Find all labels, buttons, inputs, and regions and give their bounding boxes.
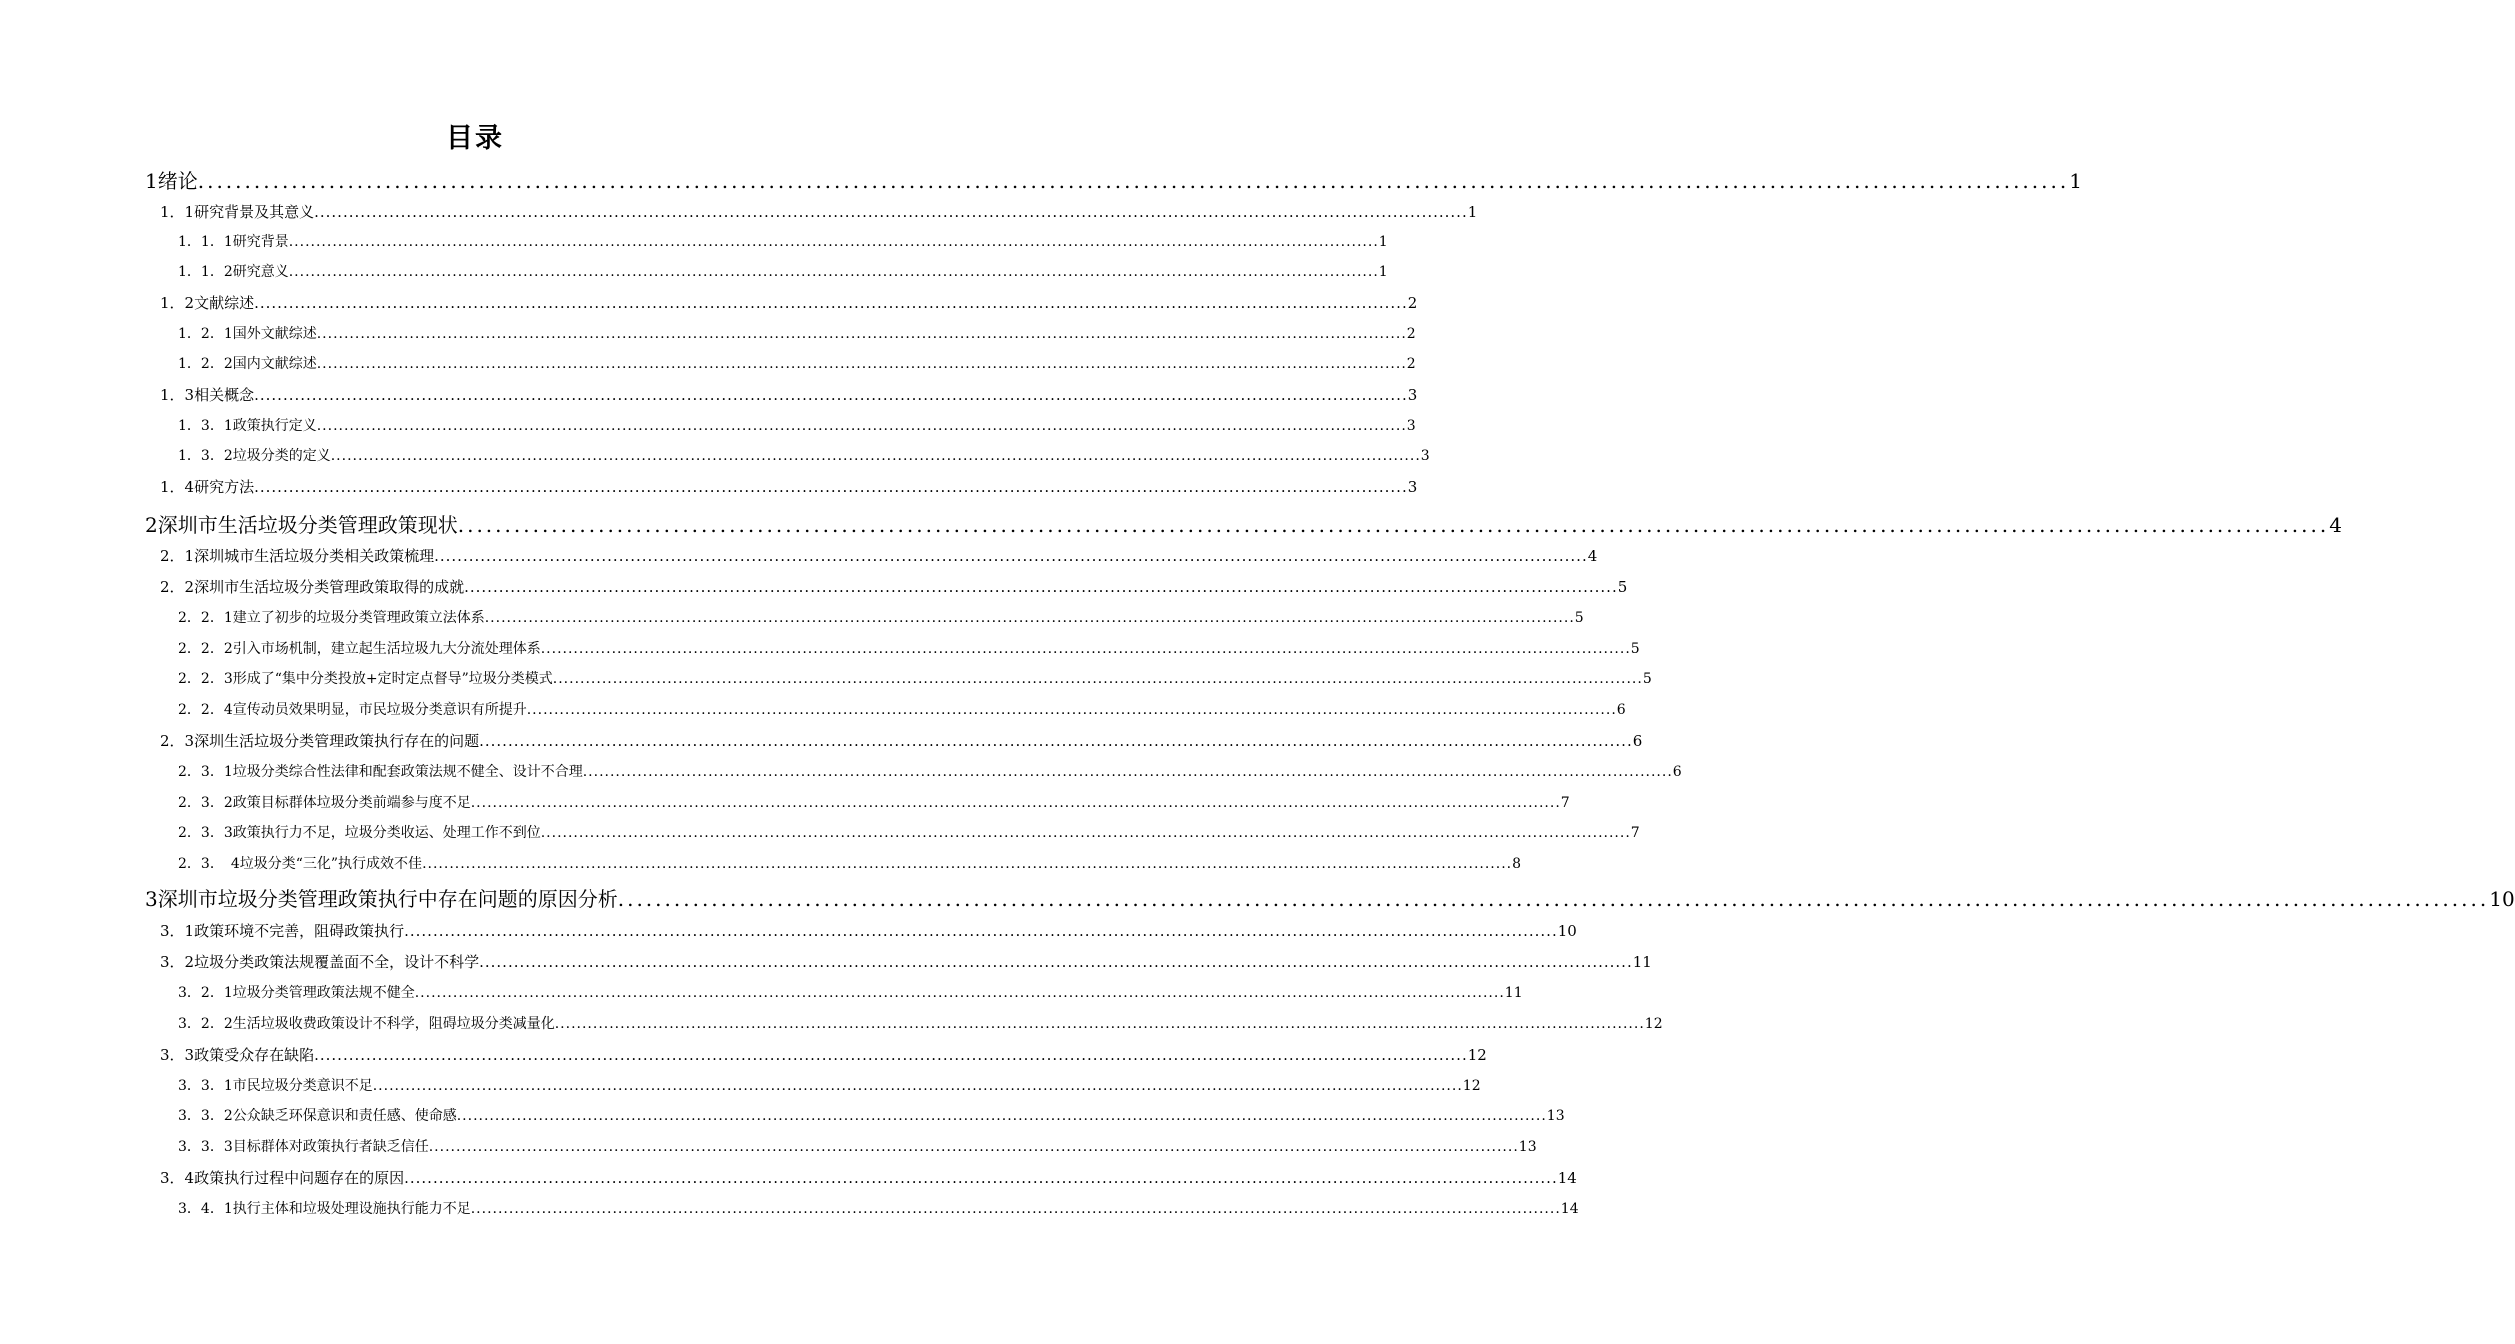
- toc-entry-title: 深圳市垃圾分类管理政策执行中存在问题的原因分析: [157, 887, 618, 911]
- toc-entry-page: 4: [1587, 547, 1598, 565]
- toc-entry[interactable]: [178, 637, 1640, 661]
- toc-entry[interactable]: [178, 698, 1626, 722]
- toc-dot-leader: ........................................................................................................................................................................................................: [484, 610, 1575, 626]
- toc-entry-page: 6: [1616, 702, 1626, 718]
- toc-dot-leader: ........................................................................................................................................................................................................: [554, 1016, 1645, 1032]
- toc-dot-leader: ........................................................................................................................................................................................................: [470, 1201, 1561, 1217]
- toc-dot-leader: ........................................................................................................................................................................................................: [552, 671, 1643, 687]
- toc-entry-number: 1．1: [160, 203, 195, 221]
- toc-entry-title: 政策执行力不足，垃圾分类收运、处理工作不到位: [232, 825, 541, 841]
- toc-entry-number: 1．3: [160, 386, 195, 404]
- toc-dot-leader: ........................................................................................................................................................................................................: [197, 169, 2070, 193]
- toc-entry[interactable]: [160, 919, 1577, 943]
- toc-entry-title: 相关概念: [194, 386, 255, 404]
- toc-entry-title: 文献综述: [194, 294, 255, 312]
- toc-entry[interactable]: [178, 1135, 1537, 1159]
- toc-entry-page: 6: [1672, 764, 1682, 780]
- toc-entry-title: 建立了初步的垃圾分类管理政策立法体系: [232, 610, 485, 626]
- toc-entry-number: 3．3: [160, 1046, 195, 1064]
- toc-entry-page: 6: [1632, 732, 1643, 750]
- toc-dot-leader: ........................................................................................................................................................................................................: [422, 856, 1513, 872]
- toc-entry[interactable]: [178, 852, 1522, 876]
- toc-entry-title: 政策环境不完善，阻碍政策执行: [194, 922, 405, 940]
- toc-entry-number: 2．2．1: [178, 610, 233, 626]
- toc-entry-number: 2．2．3: [178, 671, 233, 687]
- toc-entry-page: 2: [1406, 356, 1416, 372]
- toc-entry-page: 7: [1560, 795, 1570, 811]
- toc-entry[interactable]: [178, 760, 1682, 784]
- toc-dot-leader: ........................................................................................................................................................................................................: [434, 547, 1588, 565]
- toc-entry[interactable]: [178, 322, 1416, 346]
- toc-entry[interactable]: [160, 383, 1418, 407]
- toc-entry-number: 3．4．1: [178, 1201, 233, 1217]
- toc-dot-leader: ........................................................................................................................................................................................................: [526, 702, 1617, 718]
- toc-dot-leader: ........................................................................................................................................................................................................: [316, 326, 1407, 342]
- toc-entry-number: 1: [145, 169, 158, 193]
- toc-entry-page: 5: [1630, 641, 1640, 657]
- toc-dot-leader: ........................................................................................................................................................................................................: [372, 1078, 1463, 1094]
- toc-entry-page: 3: [1407, 478, 1418, 496]
- toc-dot-leader: ........................................................................................................................................................................................................: [404, 922, 1558, 940]
- toc-entry-number: 2．3．2: [178, 795, 233, 811]
- toc-entry-number: 3．3．2: [178, 1108, 233, 1124]
- toc-dot-leader: ........................................................................................................................................................................................................: [314, 1046, 1468, 1064]
- toc-entry-title: 形成了“集中分类投放+定时定点督导”垃圾分类模式: [232, 671, 553, 687]
- toc-entry-page: 1: [1378, 234, 1388, 250]
- toc-entry-title: 垃圾分类“三化”执行成效不佳: [239, 856, 423, 872]
- toc-dot-leader: ........................................................................................................................................................................................................: [540, 825, 1631, 841]
- toc-dot-leader: ........................................................................................................................................................................................................: [330, 448, 1421, 464]
- toc-entry-page: 14: [1557, 1169, 1577, 1187]
- toc-dot-leader: ........................................................................................................................................................................................................: [288, 264, 1379, 280]
- toc-entry[interactable]: [178, 1197, 1579, 1221]
- toc-entry-page: 8: [1512, 856, 1522, 872]
- toc-entry[interactable]: [160, 544, 1598, 568]
- toc-entry-title: 垃圾分类政策法规覆盖面不全，设计不科学: [194, 953, 480, 971]
- toc-entry-page: 11: [1504, 985, 1523, 1001]
- toc-entry-title: 垃圾分类综合性法律和配套政策法规不健全、设计不合理: [232, 764, 583, 780]
- toc-entry[interactable]: [160, 1043, 1487, 1067]
- toc-entry-page: 12: [1644, 1016, 1663, 1032]
- toc-entry[interactable]: [160, 200, 1478, 224]
- toc-entry-title: 深圳城市生活垃圾分类相关政策梳理: [194, 547, 435, 565]
- toc-entry-title: 引入市场机制，建立起生活垃圾九大分流处理体系: [232, 641, 541, 657]
- toc-entry[interactable]: [178, 1074, 1481, 1098]
- toc-dot-leader: ........................................................................................................................................................................................................: [254, 386, 1408, 404]
- toc-entry[interactable]: [145, 884, 2515, 914]
- toc-dot-leader: ........................................................................................................................................................................................................: [316, 418, 1407, 434]
- toc-entry-page: 11: [1632, 953, 1652, 971]
- toc-entry-title: 执行主体和垃圾处理设施执行能力不足: [232, 1201, 471, 1217]
- toc-entry[interactable]: [160, 950, 1652, 974]
- toc-entry-page: 3: [1407, 386, 1418, 404]
- toc-dot-leader: ........................................................................................................................................................................................................: [414, 985, 1505, 1001]
- toc-entry-title: 垃圾分类管理政策法规不健全: [232, 985, 415, 1001]
- toc-entry-number: 1．2: [160, 294, 195, 312]
- toc-entry-number: 3．3．3: [178, 1139, 233, 1155]
- toc-entry-page: 12: [1462, 1078, 1481, 1094]
- toc-entry-page: 7: [1630, 825, 1640, 841]
- toc-entry-page: 10: [2489, 887, 2515, 911]
- toc-entry-number: 1．3．2: [178, 448, 233, 464]
- toc-entry-number: 2．2: [160, 578, 195, 596]
- toc-dot-leader: ........................................................................................................................................................................................................: [479, 953, 1633, 971]
- toc-entry-number: 2．2．2: [178, 641, 233, 657]
- toc-entry-number: 2．3． 4: [178, 856, 240, 872]
- toc-entry-number: 3．2．2: [178, 1016, 233, 1032]
- toc-entry-page: 2: [1407, 294, 1418, 312]
- toc-entry-page: 5: [1642, 671, 1652, 687]
- toc-dot-leader: ........................................................................................................................................................................................................: [582, 764, 1673, 780]
- toc-entry-title: 深圳市生活垃圾分类管理政策取得的成就: [194, 578, 465, 596]
- toc-entry-title: 国内文献综述: [232, 356, 317, 372]
- toc-entry[interactable]: [160, 729, 1643, 753]
- toc-entry-page: 2: [1406, 326, 1416, 342]
- toc-entry-number: 3．2．1: [178, 985, 233, 1001]
- toc-entry-title: 政策执行定义: [232, 418, 317, 434]
- toc-entry-title: 政策受众存在缺陷: [194, 1046, 315, 1064]
- toc-entry-number: 3．3．1: [178, 1078, 233, 1094]
- toc-entry-title: 研究方法: [194, 478, 255, 496]
- toc-entry-number: 2．2．4: [178, 702, 233, 718]
- toc-entry-number: 1．1．2: [178, 264, 233, 280]
- toc-entry-title: 研究意义: [232, 264, 289, 280]
- toc-entry-number: 3．1: [160, 922, 195, 940]
- toc-dot-leader: ........................................................................................................................................................................................................: [254, 294, 1408, 312]
- toc-dot-leader: ........................................................................................................................................................................................................: [254, 478, 1408, 496]
- toc-dot-leader: ........................................................................................................................................................................................................: [428, 1139, 1519, 1155]
- toc-entry-number: 1．1．1: [178, 234, 233, 250]
- toc-entry-title: 深圳市生活垃圾分类管理政策现状: [157, 513, 458, 537]
- toc-entry-number: 1．2．1: [178, 326, 233, 342]
- toc-entry-title: 深圳生活垃圾分类管理政策执行存在的问题: [194, 732, 480, 750]
- toc-dot-leader: ........................................................................................................................................................................................................: [404, 1169, 1558, 1187]
- toc-entry-number: 2．3．3: [178, 825, 233, 841]
- toc-entry-page: 10: [1557, 922, 1577, 940]
- toc-entry-page: 1: [1378, 264, 1388, 280]
- toc-entry-number: 2．3．1: [178, 764, 233, 780]
- toc-entry-number: 1．2．2: [178, 356, 233, 372]
- toc-dot-leader: ........................................................................................................................................................................................................: [288, 234, 1379, 250]
- toc-entry[interactable]: [178, 352, 1416, 376]
- toc-dot-leader: ........................................................................................................................................................................................................: [470, 795, 1561, 811]
- toc-entry[interactable]: [145, 510, 2342, 540]
- toc-entry-page: 12: [1467, 1046, 1487, 1064]
- toc-entry[interactable]: [178, 821, 1640, 845]
- toc-entry-number: 1．3．1: [178, 418, 233, 434]
- toc-dot-leader: ........................................................................................................................................................................................................: [479, 732, 1633, 750]
- toc-entry-number: 2．1: [160, 547, 195, 565]
- toc-entry[interactable]: [160, 575, 1628, 599]
- toc-entry-title: 垃圾分类的定义: [232, 448, 331, 464]
- toc-dot-leader: ........................................................................................................................................................................................................: [316, 356, 1407, 372]
- toc-entry-number: 3: [145, 887, 158, 911]
- page-title: 目录: [446, 123, 504, 154]
- toc-dot-leader: ........................................................................................................................................................................................................: [457, 513, 2330, 537]
- toc-entry-page: 14: [1560, 1201, 1579, 1217]
- toc-entry[interactable]: [178, 414, 1416, 438]
- toc-entry-page: 3: [1406, 418, 1416, 434]
- toc-entry-page: 13: [1546, 1108, 1565, 1124]
- toc-entry-page: 5: [1574, 610, 1584, 626]
- toc-entry-title: 生活垃圾收费政策设计不科学，阻碍垃圾分类减量化: [232, 1016, 555, 1032]
- toc-dot-leader: ........................................................................................................................................................................................................: [456, 1108, 1547, 1124]
- toc-entry-page: 1: [1467, 203, 1478, 221]
- toc-entry-page: 3: [1420, 448, 1430, 464]
- toc-entry[interactable]: [160, 1166, 1577, 1190]
- toc-entry[interactable]: [178, 260, 1388, 284]
- toc-entry-number: 3．2: [160, 953, 195, 971]
- toc-entry-title: 国外文献综述: [232, 326, 317, 342]
- toc-entry-title: 政策目标群体垃圾分类前端参与度不足: [232, 795, 471, 811]
- toc-entry[interactable]: [178, 791, 1570, 815]
- toc-dot-leader: ........................................................................................................................................................................................................: [617, 887, 2490, 911]
- toc-entry-title: 研究背景及其意义: [194, 203, 315, 221]
- toc-entry[interactable]: [178, 230, 1388, 254]
- toc-entry[interactable]: [160, 291, 1418, 315]
- toc-entry[interactable]: [178, 1012, 1663, 1036]
- toc-entry[interactable]: [178, 981, 1523, 1005]
- toc-entry-title: 市民垃圾分类意识不足: [232, 1078, 373, 1094]
- toc-dot-leader: ........................................................................................................................................................................................................: [314, 203, 1468, 221]
- toc-entry-title: 研究背景: [232, 234, 289, 250]
- toc-entry-page: 4: [2329, 513, 2342, 537]
- toc-entry-number: 2: [145, 513, 158, 537]
- toc-entry-page: 1: [2069, 169, 2082, 193]
- toc-entry-number: 2．3: [160, 732, 195, 750]
- toc-entry[interactable]: [178, 667, 1652, 691]
- toc-entry[interactable]: [178, 1104, 1565, 1128]
- toc-entry-title: 目标群体对政策执行者缺乏信任: [232, 1139, 429, 1155]
- toc-dot-leader: ........................................................................................................................................................................................................: [540, 641, 1631, 657]
- toc-entry[interactable]: [145, 166, 2082, 196]
- toc-entry[interactable]: [178, 444, 1430, 468]
- toc-entry-number: 1．4: [160, 478, 195, 496]
- toc-entry-title: 政策执行过程中问题存在的原因: [194, 1169, 405, 1187]
- toc-entry-title: 宣传动员效果明显，市民垃圾分类意识有所提升: [232, 702, 527, 718]
- toc-entry[interactable]: [178, 606, 1584, 630]
- toc-dot-leader: ........................................................................................................................................................................................................: [464, 578, 1618, 596]
- toc-entry-title: 公众缺乏环保意识和责任感、使命感: [232, 1108, 457, 1124]
- toc-entry-page: 5: [1617, 578, 1628, 596]
- toc-entry-number: 3．4: [160, 1169, 195, 1187]
- toc-entry-title: 绪论: [157, 169, 198, 193]
- toc-entry[interactable]: [160, 475, 1418, 499]
- toc-entry-page: 13: [1518, 1139, 1537, 1155]
